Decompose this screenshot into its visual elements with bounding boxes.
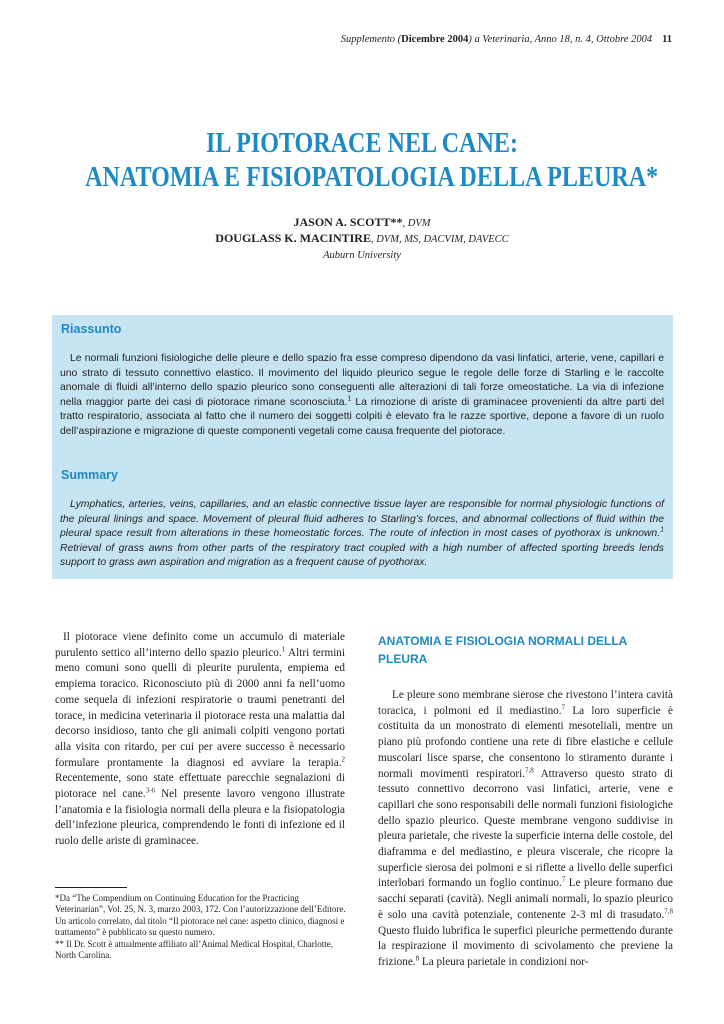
author-2-name: DOUGLASS K. MACINTIRE [215,231,371,245]
section-paragraph: Le pleure sono membrane sierose che rivestono l’intera cavità toracica, i polmoni ed il mediastino.$^7$ La loro superficie è costituita da un monostrato di elementi mesoteliali, mentre un piano più profondo contiene una rete di fibre elastiche e cellule muscolari lisce sparse, che consentono lo stiramento durante i normali movimenti respiratori.$^{7,8}$ Attraverso questo strato di tessuto connettivo decorrono vasi linfatici, arterie, vene e capillari che sono responsabili delle normali funzioni fisiologiche dello spazio pleurico. Queste membrane vengono suddivise in pleura parietale, che riveste la superficie interna delle costole, del diaframma e del mediastino, e pleura viscerale, che ricopre la superficie sierosa dei polmoni e si riflette a livello delle superfici interlobari formando un foglio continuo.$^7$ Le pleure formano due sacchi separati (cavità). Negli animali normali, lo spazio pleurico è solo una cavità potenziale, contenente 2-3 ml di trasudato.$^{7,8}$ Questo fluido lubrifica le superfici pleuriche permettendo durante la respirazione il movimento di scivolamento che previene la frizione.$^8$ La pleura parietale in condizioni nor- [378,689,674,968]
article-title [85,127,659,195]
riassunto-heading: Riassunto [61,322,122,336]
title-line-1: IL PIOTORACE NEL CANE: [205,128,518,159]
abstract-box [52,315,673,579]
summary-heading: Summary [61,468,118,482]
left-column [55,630,345,850]
riassunto-text: Le normali funzioni fisiologiche delle pleure e dello spazio fra esse compreso dipendono da vasi linfatici, arterie, vene, capillari e uno strato di tessuto connettivo elastico. Il movimento del liquido pleurico segue le regole delle forze di Starling e le raccolte anomale di fluidi all’interno dello spazio pleurico sono conseguenti alle alterazioni di tali forze omeostatiche. La via di infezione nella maggior parte dei casi di piotorace rimane sconosciuta.$^1$ La rimozione di ariste di graminacee provenienti da altre parti del tratto respiratorio, associata al fatto che il numero dei soggetti colpiti è elevato fra le razze sportive, depone a favore di un ruolo dell’aspirazione e migrazione di queste componenti vegetali come causa frequente del piotorace. [60,353,664,437]
author-1 [40,215,684,231]
journal-date: Dicembre 2004 [401,34,469,45]
footnote-3: ** Il Dr. Scott è attualmente affiliato all’Animal Medical Hospital, Charlotte, North Carolina. [55,938,334,961]
footnote-divider [55,887,127,888]
journal-post: ) a Veterinaria, Anno 18, n. 4, Ottobre 2004 [468,34,653,45]
page-number: 11 [662,34,672,45]
footnote-2: Un articolo correlato, dal titolo “Il piotorace nel cane: aspetto clinico, diagnosi e trattamento” è pubblicato su questo numero. [55,915,345,938]
footnote-1: *Da “The Compendium on Continuing Education for the Practicing Veterinarian”, Vol. 25, N. 3, marzo 2003, 172. Con l’autorizzazione dell’Editore. [55,893,346,915]
summary-text: Lymphatics, arteries, veins, capillaries, and an elastic connective tissue layer are responsible for normal physiologic functions of the pleural linings and space. Movement of pleural fluid adheres to Starling’s forces, and abnormal collections of fluid within the pleural space result from alterations in these homeostatic forces. The route of infection in most cases of pyothorax is unknown.$^1$ Retrieval of grass awns from other parts of the respiratory tract coupled with a high number of affected sporting breeds lends support to grass awn aspiration and migration as a frequent cause of pyothorax. [60,499,664,569]
journal-pre: Supplemento ( [340,34,402,45]
author-2-degree: , DVM, MS, DACVIM, DAVECC [370,234,509,245]
author-2 [40,231,684,247]
affiliation: Auburn University [323,250,401,261]
running-header [60,34,672,45]
author-1-degree: , DVM [402,218,431,229]
footnotes [55,893,346,961]
author-block [40,215,684,263]
right-column [378,630,673,971]
author-1-name: JASON A. SCOTT** [293,215,403,229]
intro-paragraph: Il piotorace viene definito come un accumulo di materiale purulento settico all’interno dello spazio pleurico.$^1$ Altri termini meno comuni sono quelli di pleurite purulenta, empiema ed empiema toracico. Riconosciuto più di 2000 anni fa nell’uomo come sequela di infezioni respiratorie o traumi penetranti del torace, in medicina veterinaria il piotorace resta una malattia dal decorso insidioso, tanto che gli animali colpiti vengono portati alla visita con ritardo, per cui per avere successo è necessario formulare prontamente la diagnosi ed avviare la terapia.$^2$ Recentemente, sono state effettuate parecchie segnalazioni di piotorace nel cane.$^{3-6}$ Nel presente lavoro vengono illustrate l’anatomia e la fisiologia normali della pleura e la fisiopatologia dell’infezione pleurica, comprendendo le fonti di infezione ed il ruolo delle ariste di graminacee. [55,631,346,848]
section-heading: ANATOMIA E FISIOLOGIA NORMALI DELLA PLEURA [378,634,627,666]
title-line-2: ANATOMIA E FISIOPATOLOGIA DELLA PLEURA* [85,162,659,193]
